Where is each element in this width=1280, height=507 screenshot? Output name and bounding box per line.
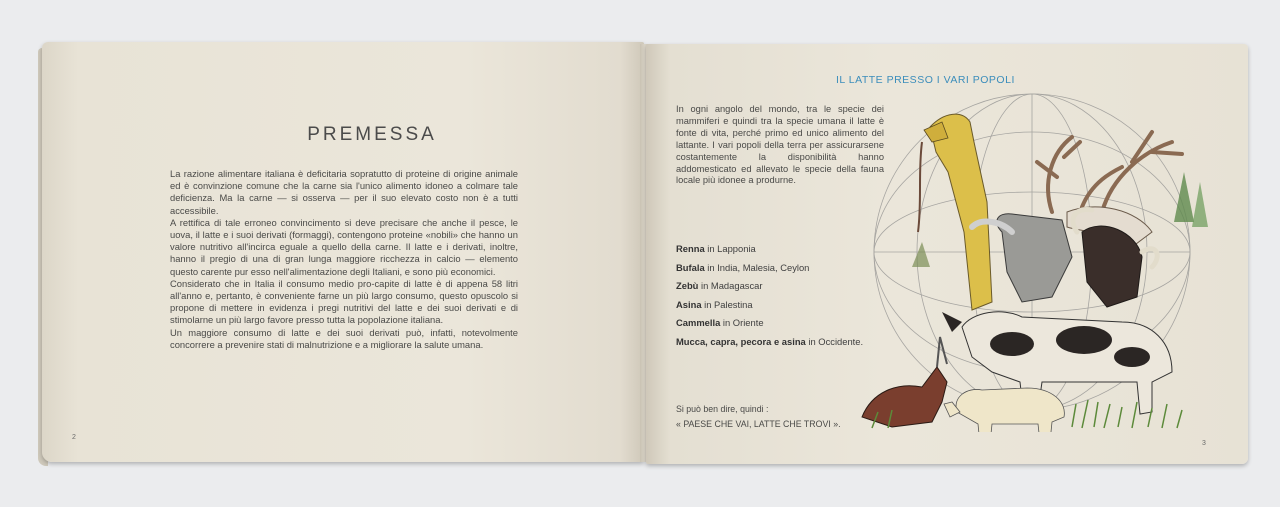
goat-icon [862, 337, 947, 427]
right-page [646, 44, 1248, 464]
right-page-intro: In ogni angolo del mondo, tra le specie dei mammiferi e quindi tra la specie umana il latte è fonte di vita, perché primo ed unico alimento del lattante. I vari popoli della terra per assicurarsene costantemente la disponibilità hanno addomesticato ed allevato le specie della fauna locale più idonee a produrne. [676, 104, 884, 186]
page-number: 3 [1202, 440, 1206, 447]
animal-name: Bufala [676, 261, 705, 273]
animal-place: in Oriente [720, 317, 764, 329]
closing-line: Si può ben dire, quindi : [676, 404, 769, 414]
page-number: 2 [72, 434, 76, 441]
animal-name: Zebù [676, 280, 699, 292]
animal-name: Cammella [676, 317, 721, 329]
paragraph: Un maggiore consumo di latte e dei suoi derivati può, infatti, notevolmente concorrere a prevenire stati di malnutrizione e a migliorare la salute umana. [170, 326, 518, 350]
animal-place: in Madagascar [698, 280, 763, 292]
animal-name: Renna [676, 243, 705, 254]
animal-name: Asina [676, 298, 702, 310]
right-page-title: IL LATTE PRESSO I VARI POPOLI [836, 74, 1015, 86]
left-page-body [170, 168, 518, 351]
sheep-icon [944, 388, 1064, 432]
reindeer-icon [1037, 132, 1182, 212]
camel-icon [918, 114, 992, 310]
left-page [42, 42, 644, 462]
animals-globe-illustration [852, 82, 1220, 432]
paragraph: Considerato che in Italia il consumo medio pro-capite di latte è di appena 58 litri all'anno e, pertanto, è conveniente farne un più largo consumo, questo opuscolo si propone di mettere in evidenza i pregi nutritivi del latte e dei suoi derivati e di stimolarne un più largo favore presso tutta la popolazione italiana. [170, 277, 518, 326]
animal-place: in Palestina [701, 298, 753, 310]
paragraph: A rettifica di tale erroneo convincimento si deve precisare che anche il pesce, le uova, il latte e i suoi derivati (formaggi), contengono proteine «nobili» che hanno un valore nutritivo all'incirca eguale a quello della carne. Il latte e i derivati, inoltre, hanno il pregio di una di gran lunga maggiore ricchezza in calcio — elemento questo carente pur esso nell'alimentazione degli Italiani, e sono più economici. [170, 216, 518, 277]
animal-place: in Lapponia [704, 243, 756, 254]
paragraph: La razione alimentare italiana è deficitaria sopratutto di proteine di origine animale ed è convinzione comune che la carne sia l'unico alimento idoneo a colmare tale deficienza. Ma la carne — si osserva — per il suo elevato costo non è a tutti accessibile. [170, 168, 518, 216]
closing-motto: « PAESE CHE VAI, LATTE CHE TROVI ». [676, 419, 841, 429]
animal-place: in Occidente. [805, 335, 864, 347]
animal-place: in India, Malesia, Ceylon [704, 261, 810, 273]
animal-name: Mucca, capra, pecora e asina [676, 335, 806, 347]
left-page-title: PREMESSA [307, 124, 437, 145]
closing-saying [676, 402, 876, 432]
